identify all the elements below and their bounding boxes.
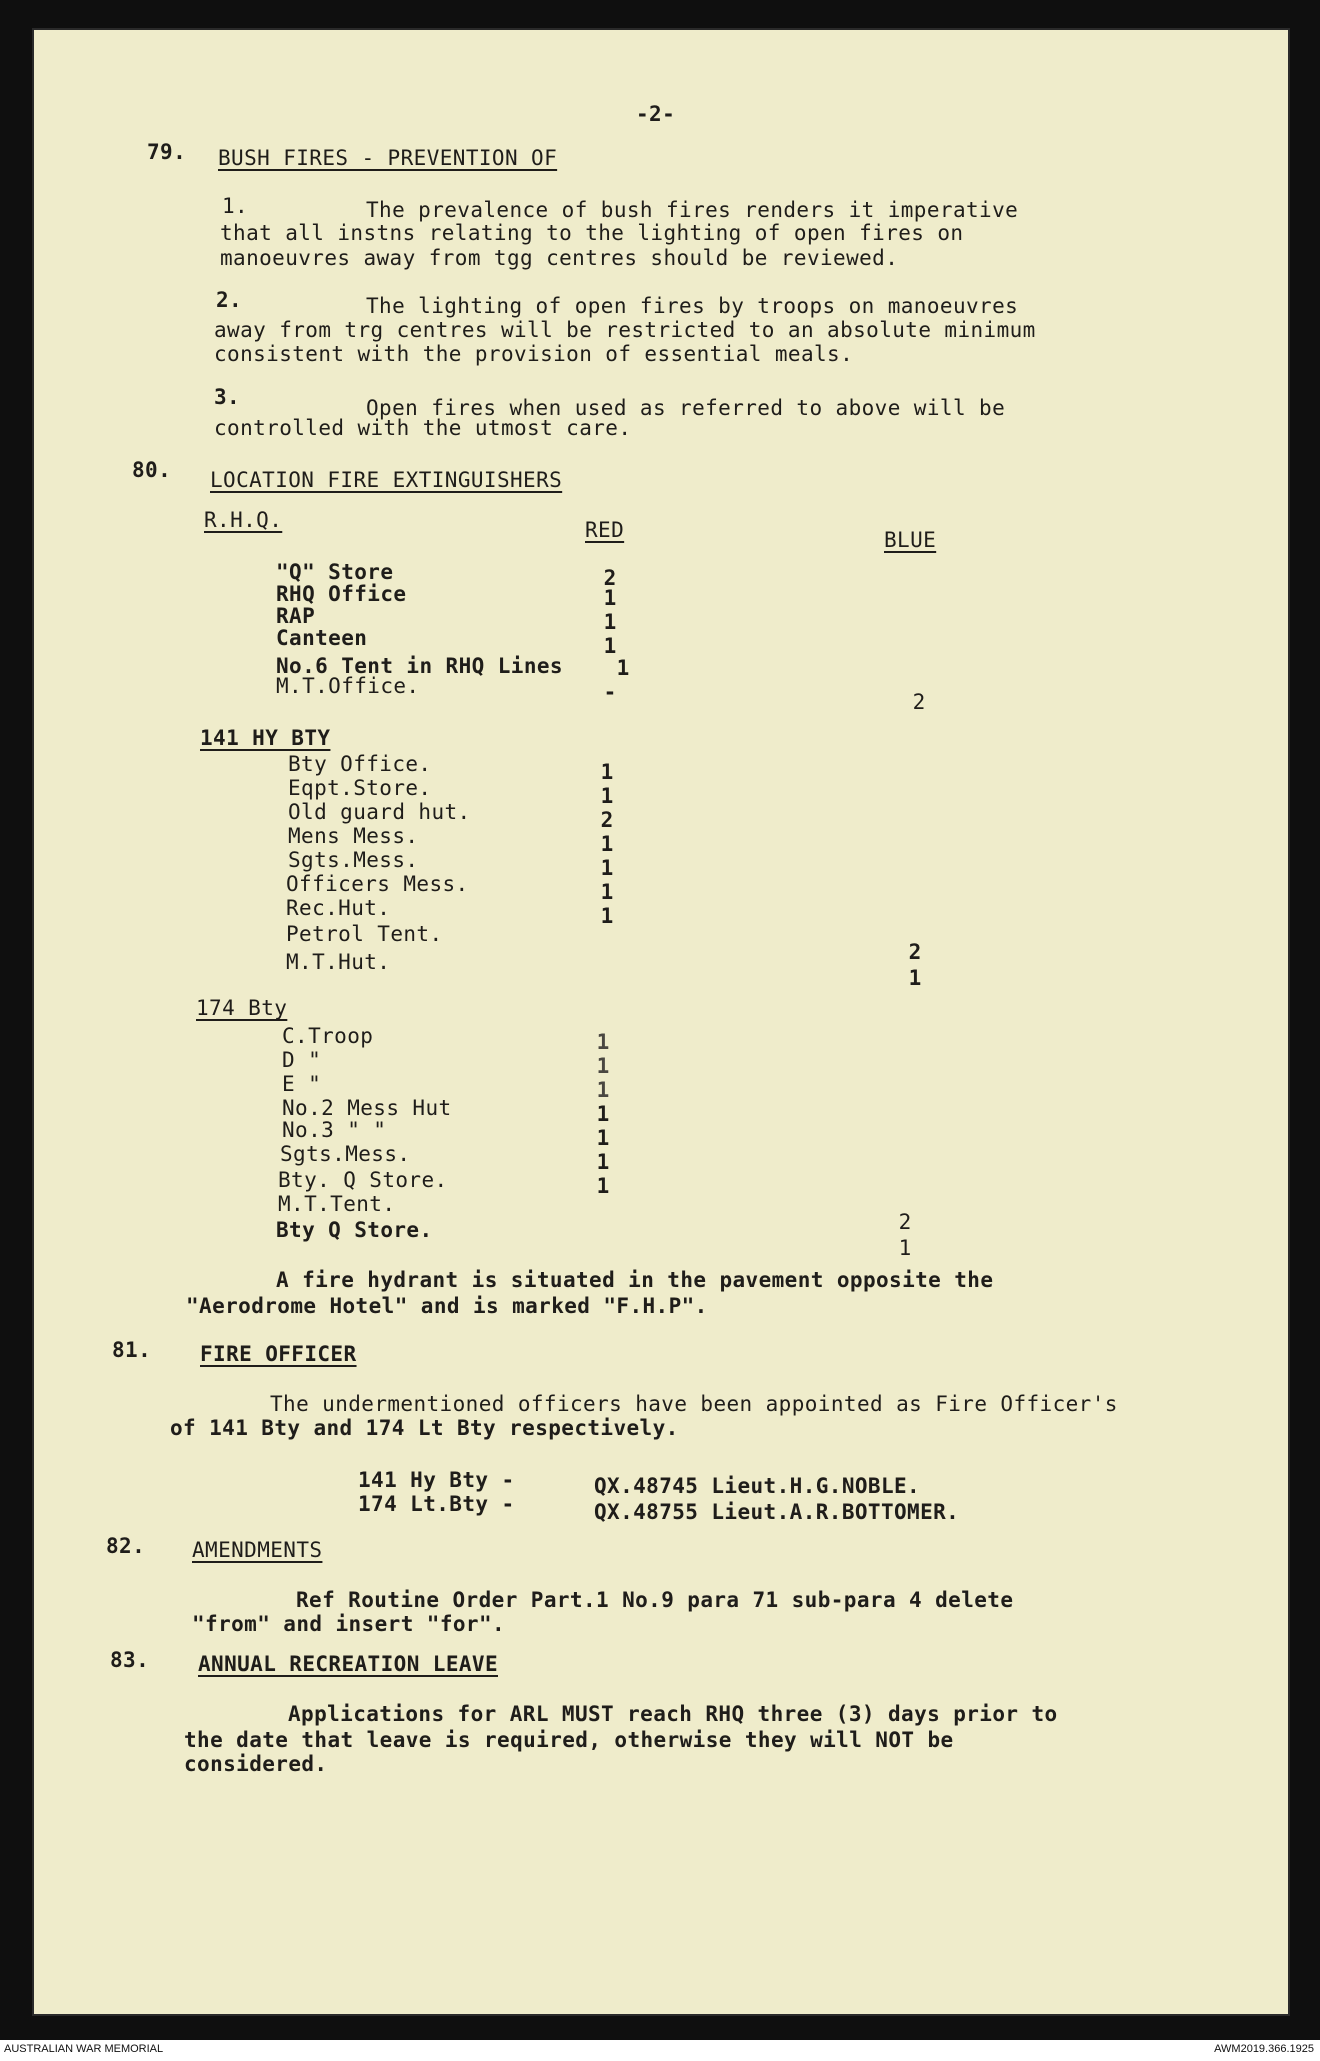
section-83-title: ANNUAL RECREATION LEAVE bbox=[198, 1652, 498, 1676]
section-80-title: LOCATION FIRE EXTINGUISHERS bbox=[210, 468, 563, 492]
section-82-number: 82. bbox=[106, 1534, 146, 1558]
officer-name: QX.48745 Lieut.H.G.NOBLE. bbox=[594, 1474, 921, 1498]
bty174-red-count: 1 bbox=[596, 1078, 610, 1102]
bty141-red-count: 1 bbox=[600, 760, 614, 784]
para-79-2-number: 2. bbox=[216, 288, 243, 312]
officer-unit: 141 Hy Bty - bbox=[358, 1468, 515, 1492]
group-heading-141-hy-bty: 141 HY BTY bbox=[200, 726, 331, 750]
rhq-row-label: Canteen bbox=[276, 626, 368, 650]
bty174-row-label: No.2 Mess Hut bbox=[282, 1096, 452, 1120]
officer-name: QX.48755 Lieut.A.R.BOTTOMER. bbox=[594, 1500, 960, 1524]
bty141-row-label: Mens Mess. bbox=[288, 824, 419, 848]
para-79-1-line-2: that all instns relating to the lighting of open fires on bbox=[220, 221, 964, 245]
section-79-title: BUSH FIRES - PREVENTION OF bbox=[218, 146, 558, 170]
bty174-row-label: C.Troop bbox=[282, 1024, 374, 1048]
bty174-row-label: Sgts.Mess. bbox=[280, 1142, 411, 1166]
bty141-row-label: Rec.Hut. bbox=[286, 896, 391, 920]
para-79-3-line-1: Open fires when used as referred to above will be bbox=[366, 396, 1006, 420]
column-header-red: RED bbox=[585, 518, 625, 542]
bty141-row-label: M.T.Hut. bbox=[286, 950, 391, 974]
bty174-row-label: E " bbox=[282, 1072, 322, 1096]
section-80-number: 80. bbox=[132, 458, 172, 482]
bty141-row-label: Old guard hut. bbox=[288, 800, 471, 824]
bty141-red-count: 2 bbox=[600, 808, 614, 832]
section-83-line-1: Applications for ARL MUST reach RHQ three (3) days prior to bbox=[288, 1702, 1058, 1726]
rhq-red-count: - bbox=[603, 680, 617, 704]
section-79-number: 79. bbox=[147, 140, 187, 164]
para-79-1-number: 1. bbox=[222, 194, 249, 218]
bty141-red-count: 1 bbox=[600, 904, 614, 928]
bty141-row-label: Bty Office. bbox=[288, 752, 432, 776]
bty174-red-count: 1 bbox=[596, 1174, 610, 1198]
group-heading-rhq: R.H.Q. bbox=[204, 508, 283, 532]
section-83-number: 83. bbox=[110, 1648, 150, 1672]
bty141-red-count: 1 bbox=[600, 784, 614, 808]
bty141-blue-count: 2 bbox=[908, 940, 922, 964]
officer-unit: 174 Lt.Bty - bbox=[358, 1492, 515, 1516]
section-83-line-2: the date that leave is required, otherwise they will NOT be bbox=[184, 1728, 954, 1752]
rhq-row-label: M.T.Office. bbox=[276, 674, 420, 698]
bty174-row-label: Bty Q Store. bbox=[276, 1218, 433, 1242]
bty174-row-label: D " bbox=[282, 1048, 322, 1072]
section-82-title: AMENDMENTS bbox=[192, 1538, 323, 1562]
para-79-3-number: 3. bbox=[214, 385, 241, 409]
section-82-line-1: Ref Routine Order Part.1 No.9 para 71 sub-para 4 delete bbox=[296, 1588, 1014, 1612]
footer-accession: AWM2019.366.1925 bbox=[1214, 2043, 1314, 2055]
bty174-red-count: 1 bbox=[596, 1054, 610, 1078]
bty174-row-label: Bty. Q Store. bbox=[278, 1168, 448, 1192]
bty141-row-label: Sgts.Mess. bbox=[288, 848, 419, 872]
hydrant-note-line-2: "Aerodrome Hotel" and is marked "F.H.P". bbox=[186, 1294, 708, 1318]
rhq-blue-count: 2 bbox=[912, 690, 926, 714]
rhq-red-count: 1 bbox=[603, 586, 617, 610]
section-81-line-1: The undermentioned officers have been appointed as Fire Officer's bbox=[270, 1392, 1118, 1416]
bty174-blue-count: 1 bbox=[898, 1236, 912, 1260]
bty174-red-count: 1 bbox=[596, 1102, 610, 1126]
para-79-1-line-1: The prevalence of bush fires renders it imperative bbox=[366, 198, 1019, 222]
section-81-number: 81. bbox=[112, 1338, 152, 1362]
section-81-line-2: of 141 Bty and 174 Lt Bty respectively. bbox=[170, 1416, 679, 1440]
bty174-red-count: 1 bbox=[596, 1126, 610, 1150]
bty174-row-label: No.3 " " bbox=[282, 1118, 387, 1142]
rhq-red-count: 2 bbox=[603, 566, 617, 590]
rhq-row-label: RHQ Office bbox=[276, 582, 407, 606]
rhq-row-label: No.6 Tent in RHQ Lines bbox=[276, 654, 563, 678]
rhq-row-label: RAP bbox=[276, 604, 316, 628]
group-heading-174-bty: 174 Bty bbox=[196, 996, 288, 1020]
rhq-red-count: 1 bbox=[603, 610, 617, 634]
bty141-red-count: 1 bbox=[600, 880, 614, 904]
hydrant-note-line-1: A fire hydrant is situated in the pavement opposite the bbox=[276, 1268, 994, 1292]
bty141-row-label: Petrol Tent. bbox=[286, 922, 443, 946]
para-79-2-line-2: away from trg centres will be restricted to an absolute minimum bbox=[214, 318, 1036, 342]
para-79-2-line-3: consistent with the provision of essential meals. bbox=[214, 342, 854, 366]
footer-bar bbox=[0, 2040, 1320, 2061]
rhq-row-label: "Q" Store bbox=[276, 560, 394, 584]
bty174-row-label: M.T.Tent. bbox=[278, 1192, 396, 1216]
bty141-red-count: 1 bbox=[600, 856, 614, 880]
bty141-row-label: Eqpt.Store. bbox=[288, 776, 432, 800]
para-79-2-line-1: The lighting of open fires by troops on manoeuvres bbox=[366, 294, 1019, 318]
section-83-line-3: considered. bbox=[184, 1752, 328, 1776]
bty174-blue-count: 2 bbox=[898, 1210, 912, 1234]
footer-credit: AUSTRALIAN WAR MEMORIAL bbox=[4, 2043, 164, 2055]
bty174-red-count: 1 bbox=[596, 1030, 610, 1054]
page-number: -2- bbox=[636, 102, 676, 126]
section-81-title: FIRE OFFICER bbox=[200, 1342, 357, 1366]
column-header-blue: BLUE bbox=[884, 528, 937, 552]
para-79-3-line-2: controlled with the utmost care. bbox=[214, 416, 632, 440]
bty141-blue-count: 1 bbox=[908, 966, 922, 990]
section-82-line-2: "from" and insert "for". bbox=[192, 1612, 506, 1636]
bty141-red-count: 1 bbox=[600, 832, 614, 856]
rhq-red-count: 1 bbox=[603, 634, 617, 658]
rhq-red-count: 1 bbox=[616, 656, 630, 680]
para-79-1-line-3: manoeuvres away from tgg centres should be reviewed. bbox=[220, 246, 899, 270]
bty141-row-label: Officers Mess. bbox=[286, 872, 469, 896]
bty174-red-count: 1 bbox=[596, 1150, 610, 1174]
